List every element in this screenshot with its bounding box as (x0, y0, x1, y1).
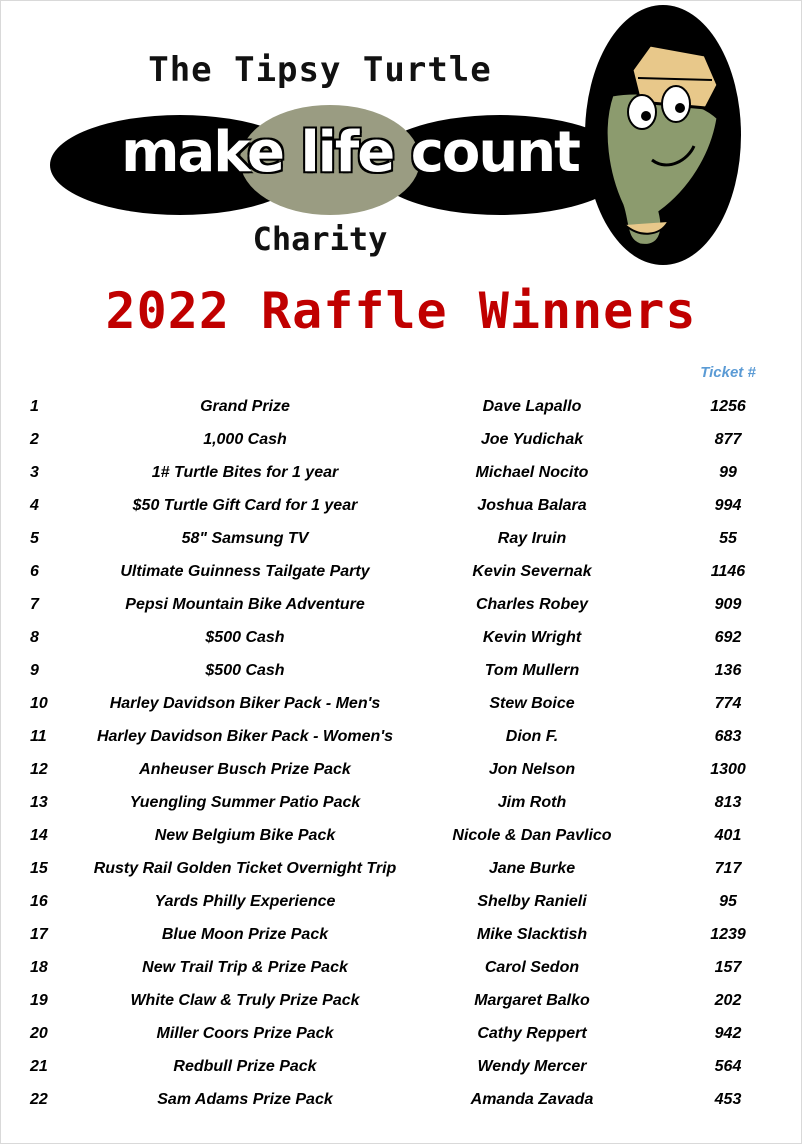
row-number: 10 (30, 695, 48, 712)
prize-name: Miller Coors Prize Pack (156, 1025, 334, 1042)
prize-name: New Trail Trip & Prize Pack (142, 959, 348, 976)
logo-bottom-text: Charity (252, 220, 388, 258)
winner-name: Cathy Reppert (477, 1025, 587, 1042)
ticket-number: 99 (719, 464, 737, 481)
prize-name: Sam Adams Prize Pack (157, 1091, 333, 1108)
ticket-number: 1256 (710, 398, 746, 415)
row-number: 8 (30, 629, 39, 646)
ticket-number: 994 (714, 497, 742, 514)
row-number: 14 (30, 827, 48, 844)
winner-name: Kevin Wright (482, 629, 582, 646)
prize-name: Yards Philly Experience (154, 893, 336, 910)
row-number: 17 (30, 926, 48, 943)
winner-name: Amanda Zavada (470, 1091, 594, 1108)
prize-name: New Belgium Bike Pack (154, 827, 336, 844)
winner-name: Shelby Ranieli (477, 893, 587, 910)
row-number: 6 (30, 563, 39, 580)
table-row (0, 654, 802, 687)
prize-name: White Claw & Truly Prize Pack (130, 992, 360, 1009)
table-row (0, 390, 802, 423)
ticket-number: 942 (714, 1025, 742, 1042)
table-row (0, 423, 802, 456)
winner-name: Dave Lapallo (482, 398, 582, 415)
winner-name: Wendy Mercer (477, 1058, 587, 1075)
ticket-number: 1146 (710, 563, 746, 580)
table-row (0, 621, 802, 654)
row-number: 5 (30, 530, 39, 547)
winner-name: Dion F. (505, 728, 559, 745)
prize-name: 1# Turtle Bites for 1 year (151, 464, 339, 481)
prize-name: Grand Prize (200, 398, 290, 415)
winner-name: Joe Yudichak (480, 431, 584, 448)
table-row (0, 786, 802, 819)
prize-name: Blue Moon Prize Pack (161, 926, 329, 943)
table-row (0, 687, 802, 720)
winner-name: Jon Nelson (488, 761, 576, 778)
table-row (0, 1017, 802, 1050)
table-row (0, 1083, 802, 1116)
winner-name: Carol Sedon (484, 959, 580, 976)
ticket-number: 401 (714, 827, 742, 844)
winner-name: Stew Boice (489, 695, 575, 712)
ticket-number: 717 (714, 860, 742, 877)
ticket-column-header: Ticket # (700, 364, 756, 381)
prize-name: Redbull Prize Pack (173, 1058, 317, 1075)
table-row (0, 984, 802, 1017)
winner-name: Michael Nocito (475, 464, 589, 481)
ticket-number: 813 (714, 794, 742, 811)
row-number: 21 (30, 1058, 48, 1075)
page-title: 2022 Raffle Winners (105, 282, 697, 340)
prize-name: 1,000 Cash (203, 431, 287, 448)
table-row (0, 885, 802, 918)
ticket-number: 683 (714, 728, 742, 745)
table-row (0, 819, 802, 852)
table-row (0, 753, 802, 786)
row-number: 2 (30, 431, 39, 448)
row-number: 7 (30, 596, 39, 613)
ticket-number: 692 (714, 629, 742, 646)
row-number: 18 (30, 959, 48, 976)
prize-name: Ultimate Guinness Tailgate Party (120, 563, 370, 580)
charity-logo (0, 0, 802, 280)
winner-name: Tom Mullern (484, 662, 580, 679)
prize-name: $500 Cash (205, 662, 285, 679)
row-number: 11 (30, 728, 47, 745)
ticket-number: 157 (714, 959, 742, 976)
winner-name: Jim Roth (497, 794, 567, 811)
winner-name: Jane Burke (488, 860, 576, 877)
table-row (0, 489, 802, 522)
logo-tagline: make life count (121, 120, 579, 185)
prize-name: 58" Samsung TV (181, 530, 309, 547)
winner-name: Charles Robey (475, 596, 589, 613)
table-row (0, 456, 802, 489)
winners-table (0, 390, 802, 1116)
ticket-number: 1300 (710, 761, 746, 778)
ticket-number: 1239 (710, 926, 746, 943)
row-number: 16 (30, 893, 48, 910)
row-number: 3 (30, 464, 39, 481)
prize-name: Rusty Rail Golden Ticket Overnight Trip (93, 860, 397, 877)
prize-name: Yuengling Summer Patio Pack (129, 794, 361, 811)
ticket-number: 453 (714, 1091, 742, 1108)
prize-name: $500 Cash (205, 629, 285, 646)
ticket-number: 95 (719, 893, 737, 910)
prize-name: $50 Turtle Gift Card for 1 year (132, 497, 358, 514)
row-number: 13 (30, 794, 48, 811)
table-row (0, 720, 802, 753)
prize-name: Anheuser Busch Prize Pack (139, 761, 351, 778)
table-row (0, 918, 802, 951)
table-row (0, 852, 802, 885)
table-row (0, 555, 802, 588)
row-number: 9 (30, 662, 39, 679)
ticket-number: 564 (714, 1058, 742, 1075)
logo-top-text: The Tipsy Turtle (148, 50, 492, 90)
table-row (0, 1050, 802, 1083)
prize-name: Harley Davidson Biker Pack - Men's (109, 695, 381, 712)
winner-name: Kevin Severnak (472, 563, 592, 580)
table-row (0, 522, 802, 555)
ticket-number: 774 (714, 695, 742, 712)
ticket-number: 55 (719, 530, 737, 547)
ticket-number: 909 (714, 596, 742, 613)
table-row (0, 588, 802, 621)
row-number: 20 (30, 1025, 48, 1042)
winner-name: Mike Slacktish (476, 926, 588, 943)
prize-name: Pepsi Mountain Bike Adventure (125, 596, 365, 613)
winner-name: Margaret Balko (474, 992, 590, 1009)
row-number: 15 (30, 860, 48, 877)
table-row (0, 951, 802, 984)
winner-name: Joshua Balara (477, 497, 587, 514)
row-number: 1 (30, 398, 39, 415)
row-number: 4 (30, 497, 39, 514)
row-number: 22 (30, 1091, 48, 1108)
ticket-number: 136 (714, 662, 742, 679)
prize-name: Harley Davidson Biker Pack - Women's (96, 728, 394, 745)
winner-name: Nicole & Dan Pavlico (452, 827, 612, 844)
row-number: 12 (30, 761, 48, 778)
row-number: 19 (30, 992, 48, 1009)
ticket-number: 202 (714, 992, 742, 1009)
winner-name: Ray Iruin (497, 530, 567, 547)
ticket-number: 877 (714, 431, 742, 448)
